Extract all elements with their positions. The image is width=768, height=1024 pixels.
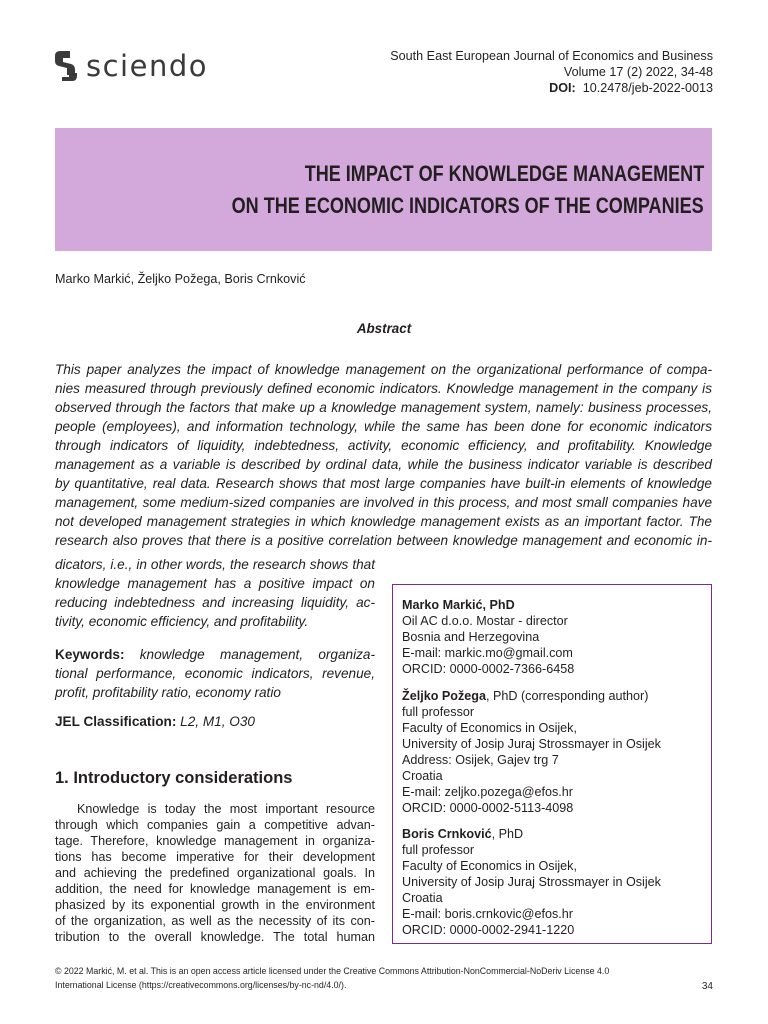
journal-doi xyxy=(390,80,713,96)
body-line: tribution to the overall knowledge. The total human xyxy=(55,930,375,944)
sciendo-logo xyxy=(54,48,208,84)
author-2-orcid: ORCID: 0000-0002-5113-4098 xyxy=(402,801,574,815)
author-2-name: Željko Požega, PhD (corresponding author) xyxy=(402,689,649,703)
title-line-2: ON THE ECONOMIC INDICATORS OF THE COMPANIES xyxy=(231,193,704,218)
sciendo-logo-icon xyxy=(54,49,78,83)
logo-text: sciendo xyxy=(86,49,208,83)
license-line: © 2022 Markić, M. et al. This is an open access article licensed under the Creative Commons Attribution-NonCommercial-NoDeriv License 4.0 xyxy=(55,966,610,977)
abstract-line: through indicators of liquidity, indebtedness, activity, economic efficiency, and profitability. Knowledge xyxy=(55,438,712,453)
jel-value: L2, M1, O30 xyxy=(180,714,255,729)
abstract-line: by quantitative, real data. Research shows that most large companies have built-in elements of knowledge xyxy=(55,476,712,491)
body-line: tage. Therefore, knowledge management in organiza- xyxy=(55,834,375,848)
jel-classification xyxy=(55,712,255,731)
abstract-heading: Abstract xyxy=(356,321,412,336)
abstract-line: management, some medium-sized companies are involved in this process, and most small companies have xyxy=(55,495,712,510)
abstract-line: This paper analyzes the impact of knowledge management on the organizational performance of compa- xyxy=(55,362,712,377)
body-line: Knowledge is today the most important resource xyxy=(77,802,375,816)
keywords-text: profit, profitability ratio, economy ratio xyxy=(55,685,281,700)
abstract-line: knowledge management has a positive impact on xyxy=(55,576,375,591)
journal-info xyxy=(390,48,713,96)
jel-label: JEL Classification: xyxy=(55,714,177,729)
author-3-orcid: ORCID: 0000-0002-2941-1220 xyxy=(402,923,575,937)
author-1-name: Marko Markić, PhD xyxy=(402,598,515,612)
journal-name: South East European Journal of Economics and Business xyxy=(390,49,713,63)
affiliation-line: University of Josip Juraj Strossmayer in Osijek xyxy=(402,737,661,751)
keywords-line xyxy=(55,664,375,683)
affiliation-line: full professor xyxy=(402,705,475,719)
keywords-text: tional performance, economic indicators, revenue, xyxy=(55,666,375,681)
keywords-text: knowledge management, organiza- xyxy=(139,647,376,662)
abstract-line: research also proves that there is a positive correlation between knowledge management and economic in- xyxy=(55,533,712,548)
keywords-label: Keywords: xyxy=(55,647,125,662)
abstract-line: people (employees), and information technology, while the same has been done for economic indicators xyxy=(55,419,712,434)
body-line: phasized by its exponential growth in the environment xyxy=(55,898,375,912)
author-3-name: Boris Crnković, PhD xyxy=(402,827,524,841)
doi-value[interactable]: 10.2478/jeb-2022-0013 xyxy=(582,81,713,95)
title-band xyxy=(55,128,712,251)
author-list: Marko Markić, Željko Požega, Boris Crnković xyxy=(55,272,306,286)
author-2-email[interactable]: E-mail: zeljko.pozega@efos.hr xyxy=(402,785,573,799)
affiliation-line: Bosnia and Herzegovina xyxy=(402,630,540,644)
affiliation-line: Croatia xyxy=(402,891,443,905)
page-number: 34 xyxy=(701,981,713,992)
abstract-line: management as a variable is described by ordinal data, while the business indicator variable is described xyxy=(55,457,712,472)
abstract-line: dicators, i.e., in other words, the research shows that xyxy=(55,557,375,572)
abstract-line: not developed management strategies in which knowledge management exists as an important factor. The xyxy=(55,514,712,529)
keywords-line xyxy=(55,645,375,664)
affiliation-line: full professor xyxy=(402,843,475,857)
title-line-1: THE IMPACT OF KNOWLEDGE MANAGEMENT xyxy=(304,161,704,186)
abstract-line: observed through the factors that make up a knowledge management system, namely: business processes, xyxy=(55,400,712,415)
abstract-line: nies measured through previously defined economic indicators. Knowledge management in the company is xyxy=(55,381,712,396)
abstract-line: reducing indebtedness and increasing liquidity, ac- xyxy=(55,595,375,610)
affiliation-line: Oil AC d.o.o. Mostar - director xyxy=(402,614,568,628)
affiliation-line: Address: Osijek, Gajev trg 7 xyxy=(402,753,559,767)
author-1-email[interactable]: E-mail: markic.mo@gmail.com xyxy=(402,646,573,660)
keywords-line xyxy=(55,683,281,702)
author-1-orcid: ORCID: 0000-0002-7366-6458 xyxy=(402,662,575,676)
doi-label: DOI: xyxy=(549,81,576,95)
body-line: through which companies gain a competitive advan- xyxy=(55,818,375,832)
affiliation-line: Faculty of Economics in Osijek, xyxy=(402,859,577,873)
body-line: tions has become imperative for their development xyxy=(55,850,375,864)
affiliation-line: University of Josip Juraj Strossmayer in Osijek xyxy=(402,875,661,889)
abstract-line: tivity, economic efficiency, and profitability. xyxy=(55,614,309,629)
license-link[interactable]: International License (https://creativecommons.org/licenses/by-nc-nd/4.0/). xyxy=(55,980,347,991)
author-3-email[interactable]: E-mail: boris.crnkovic@efos.hr xyxy=(402,907,573,921)
body-line: and achieving the predefined organizational goals. In xyxy=(55,866,375,880)
body-line: of the organization, as well as the necessity of its con- xyxy=(55,914,375,928)
journal-volume: Volume 17 (2) 2022, 34-48 xyxy=(563,65,713,79)
affiliation-line: Faculty of Economics in Osijek, xyxy=(402,721,577,735)
body-line: addition, the need for knowledge management is em- xyxy=(55,882,375,896)
affiliation-line: Croatia xyxy=(402,769,443,783)
section-heading: 1. Introductory considerations xyxy=(55,769,293,787)
